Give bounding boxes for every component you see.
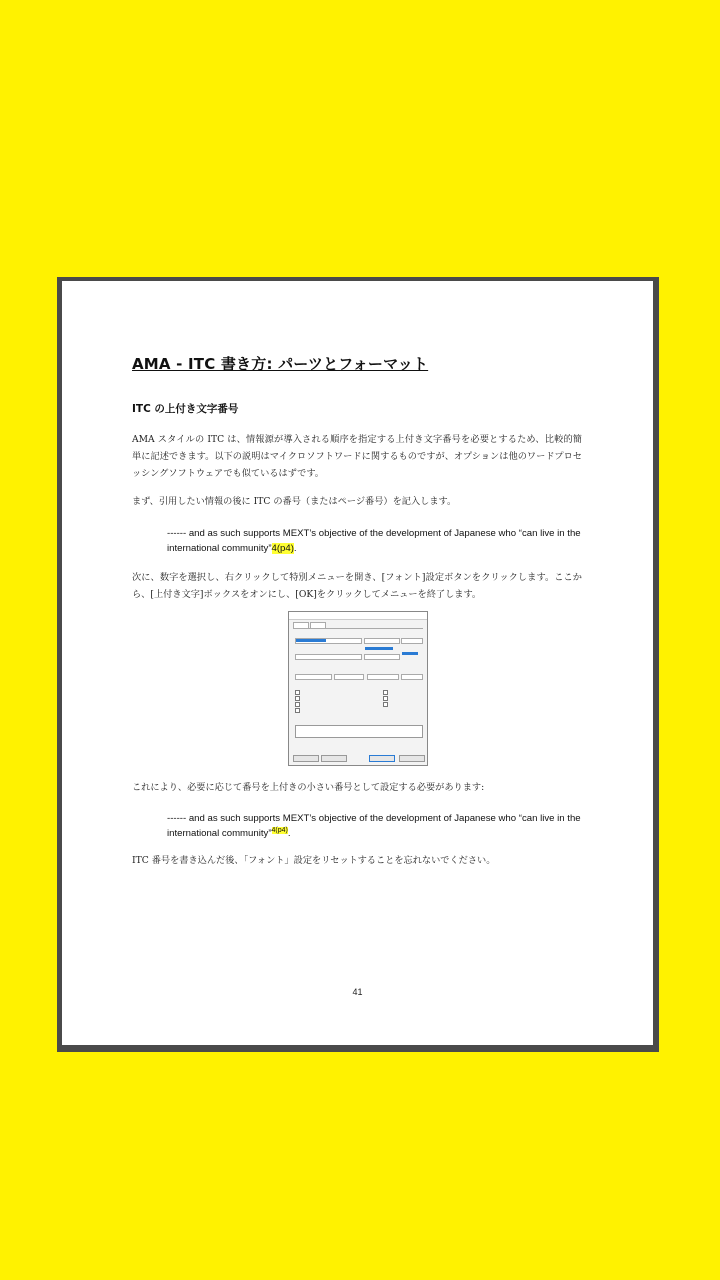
paragraph-intro: AMA スタイルの ITC は、情報源が導入される順序を指定する上付き文字番号を必要とするため、比較的簡単に記述できます。以下の説明はマイクロソフトワードに関するものですが、オプションは他のワードプロセッシングソフトウェアでも似ているはずです。 (132, 434, 582, 479)
font-dialog-screenshot (288, 611, 428, 766)
quote-text: ------ and as such supports MEXT’s objective of the development of Japanese who “can live in the international community” (167, 528, 581, 554)
document-page (62, 281, 653, 1045)
quote-end: . (293, 543, 297, 554)
paragraph-result: これにより、必要に応じて番号を上付きの小さい番号として設定する必要があります: (132, 782, 485, 793)
citation-number: 4(p4) (271, 543, 294, 554)
dialog-preview (295, 725, 423, 738)
quote-example-2 (167, 811, 587, 841)
quote-end: . (287, 828, 291, 839)
page-number: 41 (352, 987, 363, 997)
page-title: AMA - ITC 書き方: パーツとフォーマット (132, 355, 429, 373)
paragraph-step2: 次に、数字を選択し、右クリックして特別メニューを開き、[フォント]設定ボタンをクリックします。ここから、[上付き文字]ボックスをオンにし、[OK]をクリックしてメニューを終了します。 (132, 572, 582, 600)
citation-superscript: 4(p4) (271, 826, 288, 834)
paragraph-reminder: ITC 番号を書き込んだ後、「フォント」設定をリセットすることを忘れないでください。 (132, 855, 496, 866)
quote-example-1 (167, 526, 587, 556)
paragraph-step1: まず、引用したい情報の後に ITC の番号（またはページ番号）を記入します。 (132, 496, 457, 507)
dialog-tabs (293, 622, 423, 629)
section-heading: ITC の上付き文字番号 (132, 403, 239, 415)
dialog-titlebar (289, 612, 427, 620)
quote-text: ------ and as such supports MEXT’s objective of the development of Japanese who “can live in the international community” (167, 813, 581, 839)
document-frame (57, 277, 659, 1052)
